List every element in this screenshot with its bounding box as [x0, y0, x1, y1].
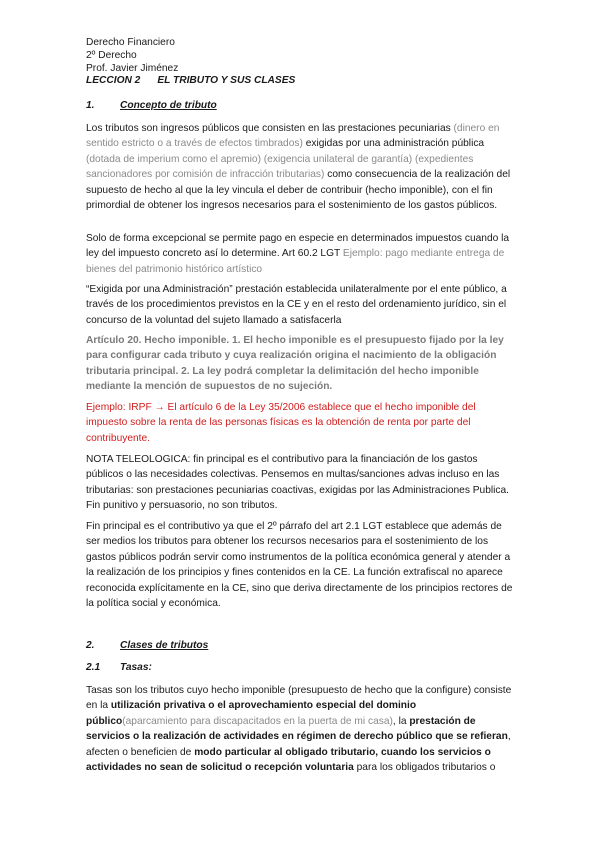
- section-number: 2.1: [86, 662, 101, 673]
- document-header: [86, 37, 295, 88]
- section-title: Tasas:: [120, 662, 152, 673]
- text-run: Tasas son los tributos cuyo hecho imponible (presupuesto de hecho que la configure) consiste en la: [86, 685, 512, 712]
- text-run: como consecuencia de la realización del supuesto de hecho al que la ley vincula el deber de contribuir (hecho imponible), con el fin primordial de obtener los ingresos necesarios para el sostenimiento de los gastos públicos.: [86, 169, 511, 212]
- paragraph-tasas: [86, 683, 516, 775]
- text-run: para los obligados tributarios o: [353, 762, 496, 774]
- section-number: 1.: [86, 100, 95, 111]
- text-run: Los tributos son ingresos públicos que consisten en las prestaciones pecuniarias: [86, 123, 454, 134]
- text-bold: modo particular al obligado tributario, cuando los servicios o actividades no sean de solicitud o recepción voluntaria: [86, 746, 491, 774]
- course-name: Derecho Financiero: [86, 37, 175, 48]
- text-aside: Ejemplo: pago mediante entrega de bienes del patrimonio histórico artístico: [86, 248, 505, 275]
- section-title: Clases de tributos: [120, 640, 209, 651]
- text-aside: (aparcamiento para discapacitados en la puerta de mi casa): [122, 715, 393, 727]
- lesson-number: LECCION 2: [86, 75, 141, 87]
- section-title: Concepto de tributo: [120, 100, 217, 111]
- lesson-title-line: [86, 75, 295, 88]
- section-heading-2-1: [86, 660, 516, 675]
- text-run: exigidas por una administración pública: [302, 138, 485, 150]
- degree-name: 2º Derecho: [86, 49, 137, 61]
- paragraph-teleological-note: NOTA TELEOLOGICA: fin principal es el contributivo para la financiación de los gastos públicos o las necesidades colectivas. Pensemos en multas/sanciones advas incluso en las tributarias: son prestaciones pecuniarias coactivas, exigidas por las Administraciones Publica. Fin punitivo y persuasorio, no son tributos.: [86, 454, 509, 512]
- section-heading-2: [86, 638, 516, 653]
- section-heading-1: [86, 98, 516, 113]
- paragraph-administration: “Exigida por una Administración” prestación establecida unilateralmente por el ente público, a través de los procedimientos previstos en la CE y en el resto del ordenamiento jurídico, sin el concurso de la voluntad del sujeto llamado a satisfacerla: [86, 284, 507, 326]
- professor-name: Prof. Javier Jiménez: [86, 62, 179, 74]
- lesson-title: EL TRIBUTO Y SUS CLASES: [157, 75, 296, 87]
- paragraph-payment-in-kind: [86, 231, 516, 277]
- text-run: , afecten o beneficien de: [86, 731, 511, 758]
- text-aside: (dinero en sentido estricto o a través de efectos timbrados): [86, 123, 500, 150]
- section-number: 2.: [86, 640, 95, 651]
- text-bold: prestación de servicios o la realización de actividades en régimen de derecho público que se refieran: [86, 715, 508, 743]
- paragraph-contributive-purpose: Fin principal es el contributivo ya que el 2º párrafo del art 2.1 LGT establece que además de ser medios los tributos para obtener los recursos necesarios para el sostenimiento de los gastos públicos podrán servir como instrumentos de la política económica general y atender a la realización de los principios y fines contenidos en la CE. La función extrafiscal no aparece reconocida explícitamente en la CE, sino que deriva directamente de los principios rectores de la política social y económica.: [86, 521, 513, 610]
- text-aside: (dotada de imperium como el apremio) (exigencia unilateral de garantía) (expedientes sancionadores por comisión de infracción tributarias): [86, 153, 474, 181]
- paragraph-irpf-example: Ejemplo: IRPF → El artículo 6 de la Ley 35/2006 establece que el hecho imponible del impuesto sobre la renta de las personas físicas es la obtención de renta por parte del contribuyente.: [86, 402, 476, 444]
- text-run: , la: [392, 715, 410, 727]
- paragraph-article-20: Artículo 20. Hecho imponible. 1. El hecho imponible es el presupuesto fijado por la ley para configurar cada tributo y cuya realización origina el nacimiento de la obligación tributaria principal. 2. La ley podrá completar la delimitación del hecho imponible mediante la mención de supuestos de no sujeción.: [86, 335, 504, 393]
- text-bold: utilización privativa o el aprovechamiento especial del dominio público: [86, 700, 417, 727]
- text-run: Solo de forma excepcional se permite pago en especie en determinados impuestos cuando la ley del impuesto concreto así lo determine. Art 60.2 LGT: [86, 233, 510, 260]
- paragraph-concept: [86, 121, 516, 213]
